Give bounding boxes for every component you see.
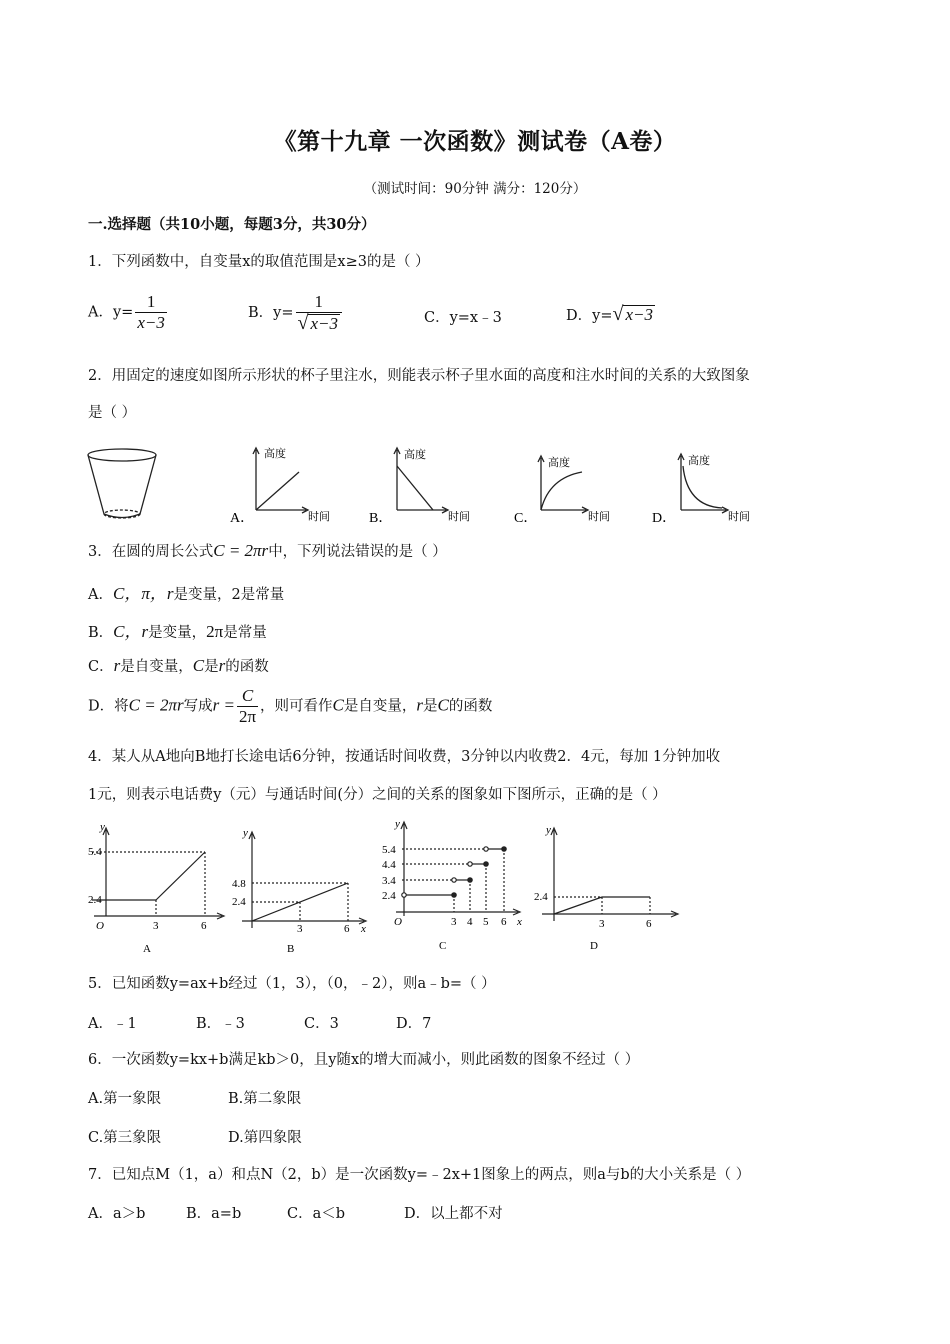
- q4-d-axis-y: y: [546, 824, 551, 836]
- q2-c-letter: C．: [514, 511, 538, 526]
- q2-d-xlabel: 时间: [728, 511, 750, 523]
- q6-stem: 6．一次函数y=kx+b满足kb＞0，且y随x的增大而减小，则此函数的图象不经过（ ）: [88, 1052, 640, 1068]
- q4-graph-d: [542, 828, 678, 921]
- q3-d-label: D．将: [88, 698, 129, 715]
- q3-c-math: r: [113, 656, 121, 675]
- q4-d-xtick-1: 3: [599, 918, 605, 930]
- q1-a-label: A．: [88, 304, 113, 321]
- q2-figures: [84, 440, 864, 530]
- q2-stem-line2: 是（ ）: [88, 405, 137, 421]
- q4-b-ytick-2: 2.4: [232, 896, 246, 908]
- q3-d-math3: C: [437, 695, 449, 715]
- q2-c-xlabel: 时间: [588, 511, 610, 523]
- q4-stem-line2: 1元，则表示电话费y（元）与通话时间(分）之间的关系的图象如下图所示，正确的是（ ）: [88, 787, 667, 803]
- q2-d-ylabel: 高度: [688, 455, 710, 467]
- q3-a-math: C，π，r: [112, 584, 174, 603]
- q3-b-text1: 是变量，: [148, 625, 207, 641]
- q4-c-xtick-2: 4: [467, 916, 473, 928]
- q3-d-text3: 是自变量，: [343, 698, 417, 715]
- q4-d-ytick-1: 2.4: [534, 891, 548, 903]
- q3-option-c: [88, 655, 269, 676]
- q3-c-text3: 的函数: [225, 659, 269, 675]
- q4-b-letter: B: [287, 943, 295, 955]
- q2-b-letter: B．: [369, 511, 393, 526]
- page-title: 《第十九章 一次函数》测试卷（A卷）: [273, 128, 677, 155]
- q1-d-prefix: y=: [592, 308, 613, 324]
- q2-a-letter: A．: [230, 511, 255, 526]
- q1-b-radical-icon: √: [297, 312, 309, 334]
- q1-a-fraction: [135, 292, 167, 333]
- q4-c-xtick-3: 5: [483, 916, 489, 928]
- q3-b-text2: 是常量: [223, 625, 267, 641]
- q1-b-radicand: x−3: [310, 314, 339, 333]
- q3-option-a: [88, 579, 284, 604]
- q6-option-b: B.第二象限: [228, 1091, 302, 1107]
- q1-a-prefix: y=: [112, 304, 134, 321]
- q4-a-ytick-1: 5.4: [88, 846, 102, 858]
- q4-c-ytick-4: 2.4: [382, 890, 396, 902]
- q3-option-b: [88, 617, 267, 642]
- q1-a-den: x−3: [137, 313, 165, 332]
- q3-a-label: A．: [88, 587, 113, 603]
- q1-option-a: [88, 292, 169, 333]
- q4-a-axis-y: y: [100, 821, 105, 833]
- cup-figure: [88, 449, 156, 518]
- q4-b-axis-y: y: [243, 827, 248, 839]
- q6-option-d: D.第四象限: [228, 1130, 302, 1146]
- q5-option-d: D．7: [396, 1016, 432, 1032]
- q3-formula: C = 2πr: [213, 541, 269, 560]
- q7-stem: 7．已知点M（1，a）和点N（2，b）是一次函数y=﹣2x+1图象上的两点，则a与b的大小关系是（ ）: [88, 1167, 751, 1183]
- q4-a-xtick-1: 3: [153, 920, 159, 932]
- q4-c-axis-x: x: [517, 916, 522, 928]
- q4-graph-a: [92, 828, 224, 919]
- q3-d-text1: 写成: [183, 698, 213, 715]
- q3-b-math: C，r: [113, 622, 149, 641]
- q3-stem-pre: 3．在圆的周长公式: [88, 544, 214, 560]
- q3-d-fraction: [237, 686, 258, 727]
- q4-c-ytick-3: 3.4: [382, 875, 396, 887]
- q3-d-formula: C = 2πr: [128, 695, 184, 715]
- q2-b-xlabel: 时间: [448, 511, 470, 523]
- q5-option-b: B．﹣3: [196, 1016, 245, 1032]
- q3-option-d: [88, 686, 492, 727]
- q2-c-ylabel: 高度: [548, 457, 570, 469]
- q4-c-ytick-1: 5.4: [382, 844, 396, 856]
- q5-option-a: A．﹣1: [88, 1016, 137, 1032]
- q3-c-text1: 是自变量，: [120, 659, 193, 675]
- q2-a-ylabel: 高度: [264, 448, 286, 460]
- q3-b-math2: 2π: [206, 622, 224, 641]
- q3-c-math3: r: [218, 656, 226, 675]
- q3-c-text2: 是: [204, 659, 219, 675]
- q1-d-radical-icon: √: [612, 303, 624, 325]
- q5-stem: 5．已知函数y=ax+b经过（1，3），（0，﹣2），则a﹣b=（ ）: [88, 976, 496, 992]
- q1-d-label: D．: [566, 308, 593, 324]
- q2-d-letter: D．: [652, 511, 677, 526]
- q7-option-a: A．a＞b: [88, 1206, 146, 1222]
- q4-c-xtick-4: 6: [501, 916, 507, 928]
- q4-a-letter: A: [143, 943, 151, 955]
- q1-b-prefix: y=: [273, 305, 294, 321]
- q3-c-label: C．: [88, 659, 114, 675]
- q1-b-den: [296, 312, 343, 334]
- q4-b-xtick-1: 3: [297, 923, 303, 935]
- q4-b-axis-x: x: [361, 923, 366, 935]
- q1-option-c: C．y=x﹣3: [424, 310, 502, 326]
- q7-option-d: D．以上都不对: [404, 1206, 503, 1222]
- q3-a-text: 是变量，2是常量: [173, 587, 285, 603]
- q5-option-c: C．3: [304, 1016, 339, 1032]
- q3-d-math2: r: [416, 695, 423, 715]
- q4-stem-line1: 4．某人从A地向B地打长途电话6分钟，按通话时间收费，3分钟以内收费2．4元，每加 1分钟加收: [88, 749, 721, 765]
- q1-stem: 1．下列函数中，自变量x的取值范围是x≥3的是（ ）: [88, 254, 430, 270]
- q4-figures: [84, 816, 684, 956]
- q3-d-text4: 是: [423, 698, 438, 715]
- q4-a-xtick-2: 6: [201, 920, 207, 932]
- q1-b-label: B．: [248, 305, 274, 321]
- q2-b-ylabel: 高度: [404, 449, 426, 461]
- q6-option-a: A.第一象限: [88, 1091, 162, 1107]
- q7-option-b: B．a=b: [186, 1206, 242, 1222]
- q4-graph-c: [396, 822, 520, 916]
- q1-option-d: [566, 303, 655, 326]
- q4-c-origin: O: [394, 916, 402, 928]
- q3-b-label: B．: [88, 625, 114, 641]
- test-info: （测试时间：90分钟 满分：120分）: [363, 181, 587, 197]
- q3-d-r: r =: [212, 695, 235, 715]
- q4-c-ytick-2: 4.4: [382, 859, 396, 871]
- q3-c-math2: C: [192, 656, 205, 675]
- q4-b-xtick-2: 6: [344, 923, 350, 935]
- q4-d-letter: D: [590, 940, 598, 952]
- q3-d-den: 2π: [238, 707, 257, 726]
- q3-d-math: C: [332, 695, 344, 715]
- q4-d-xtick-2: 6: [646, 918, 652, 930]
- q1-a-num: 1: [146, 292, 156, 311]
- q4-graph-b: [242, 832, 366, 928]
- q6-option-c: C.第三象限: [88, 1130, 162, 1146]
- q3-d-text5: 的函数: [448, 698, 493, 715]
- q4-c-letter: C: [439, 940, 447, 952]
- q2-stem-line1: 2．用固定的速度如图所示形状的杯子里注水，则能表示杯子里水面的高度和注水时间的关系的大致图象: [88, 368, 750, 384]
- q4-c-xtick-1: 3: [451, 916, 457, 928]
- q4-b-ytick-1: 4.8: [232, 878, 246, 890]
- q4-c-axis-y: y: [395, 818, 400, 830]
- q1-b-fraction: [296, 292, 343, 334]
- q4-a-origin: O: [96, 920, 104, 932]
- q3-d-num: C: [241, 686, 254, 705]
- q3-stem-post: 中，下列说法错误的是（ ）: [268, 544, 447, 560]
- q4-a-ytick-2: 2.4: [88, 894, 102, 906]
- q1-option-b: [248, 292, 344, 334]
- q3-d-text2: ，则可看作: [260, 698, 333, 715]
- q3-stem: [88, 540, 447, 561]
- section-heading: 一.选择题（共10小题，每题3分，共30分）: [88, 216, 376, 233]
- q1-d-radicand: x−3: [625, 305, 653, 324]
- q2-a-xlabel: 时间: [308, 511, 330, 523]
- q1-b-num: 1: [314, 292, 323, 311]
- q7-option-c: C．a＜b: [287, 1206, 346, 1222]
